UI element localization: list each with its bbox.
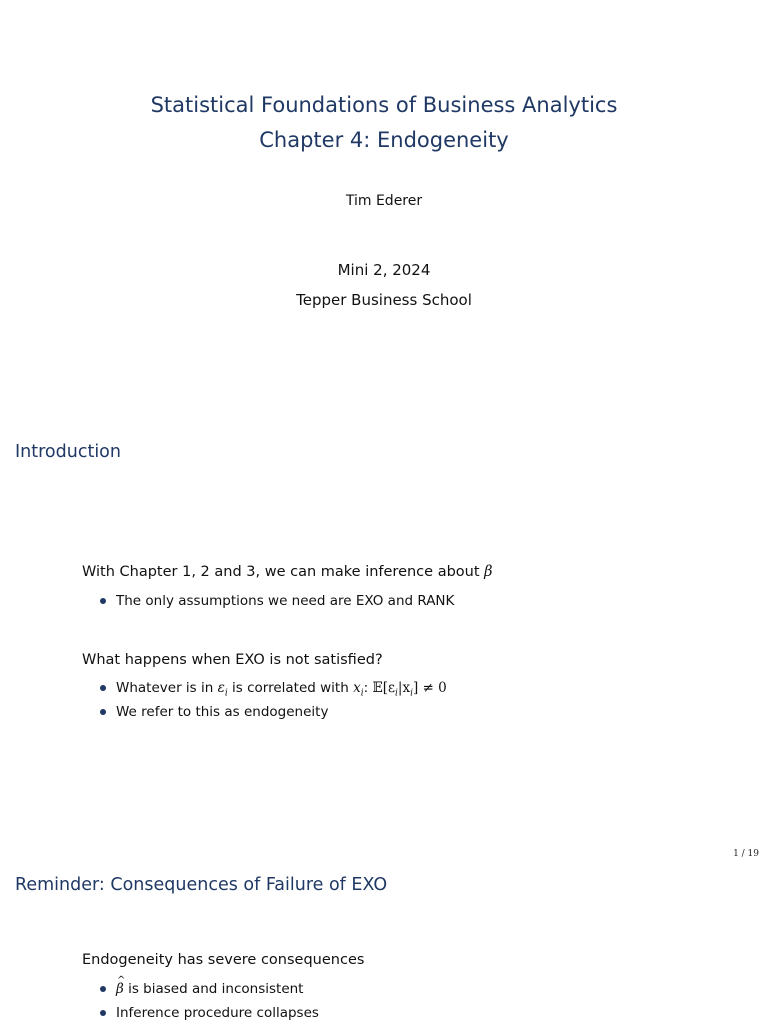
list-item bbox=[100, 676, 447, 700]
bullet-icon bbox=[100, 986, 106, 992]
list-item-text: We refer to this as endogeneity bbox=[116, 704, 329, 720]
expr-part: 𝔼[ε bbox=[372, 680, 396, 696]
slide-title bbox=[0, 88, 768, 158]
frame-title-reminder: Reminder: Consequences of Failure of EXO bbox=[15, 875, 388, 895]
block-head-inference bbox=[82, 564, 493, 580]
bullet-icon bbox=[100, 709, 106, 715]
list-item-text: Inference procedure collapses bbox=[116, 1005, 319, 1021]
subscript-i: i bbox=[360, 688, 364, 699]
list-item-text bbox=[116, 981, 303, 997]
assumptions-list bbox=[100, 589, 454, 613]
author: Tim Ederer bbox=[345, 193, 423, 209]
endogeneity-list bbox=[100, 676, 447, 724]
consequences-list bbox=[100, 977, 319, 1025]
text-fragment: Whatever is in bbox=[116, 680, 214, 696]
bullet-icon bbox=[100, 685, 106, 691]
list-item bbox=[100, 977, 319, 1001]
text-fragment: is biased and inconsistent bbox=[128, 981, 304, 997]
block-head-consequences: Endogeneity has severe consequences bbox=[82, 952, 365, 968]
x: x bbox=[353, 680, 361, 696]
expectation-expression bbox=[372, 680, 447, 699]
text-fragment: is correlated with bbox=[232, 680, 349, 696]
date: Mini 2, 2024 bbox=[337, 261, 431, 279]
list-item bbox=[100, 700, 447, 724]
institute: Tepper Business School bbox=[296, 291, 472, 309]
block-head-exo-question: What happens when EXO is not satisfied? bbox=[82, 652, 383, 668]
subscript-i: i bbox=[410, 688, 413, 699]
subscript-i: i bbox=[395, 688, 398, 699]
colon: : bbox=[363, 680, 369, 696]
expr-part: |x bbox=[397, 680, 411, 696]
subscript-i: i bbox=[224, 688, 228, 699]
beta-symbol: β bbox=[484, 564, 493, 580]
bullet-icon bbox=[100, 598, 106, 604]
block-head-text: With Chapter 1, 2 and 3, we can make inference about bbox=[82, 564, 480, 580]
list-item-text: The only assumptions we need are EXO and RANK bbox=[116, 593, 455, 609]
list-item-text bbox=[116, 680, 447, 699]
expr-part: ] ≠ 0 bbox=[412, 680, 447, 696]
list-item bbox=[100, 589, 454, 613]
epsilon-symbol bbox=[217, 680, 228, 699]
x-symbol bbox=[353, 680, 364, 699]
title-line-2: Chapter 4: Endogeneity bbox=[259, 128, 509, 152]
page-number: 1 / 19 bbox=[733, 849, 759, 859]
list-item bbox=[100, 1001, 319, 1025]
beta-hat-symbol: ^ β bbox=[116, 977, 124, 1001]
bullet-icon bbox=[100, 1010, 106, 1016]
title-line-1: Statistical Foundations of Business Analytics bbox=[150, 93, 618, 117]
frame-title-introduction: Introduction bbox=[15, 442, 121, 462]
epsilon: ε bbox=[217, 680, 225, 696]
